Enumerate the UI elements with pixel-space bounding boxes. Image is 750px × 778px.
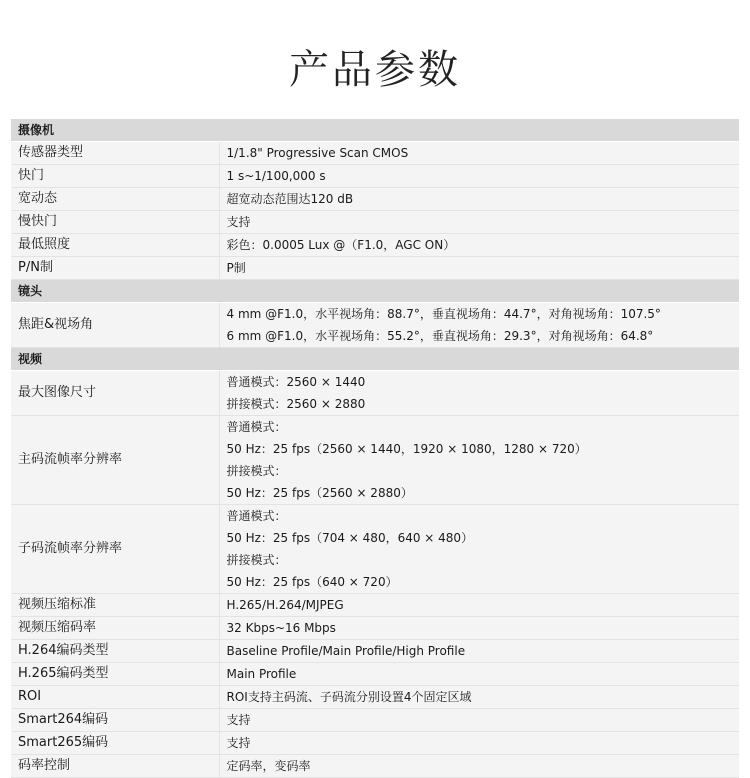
spec-value-line: Baseline Profile/Main Profile/High Profile	[226, 644, 466, 658]
spec-value-line: 普通模式：2560 × 1440	[226, 375, 366, 389]
spec-value-line: ROI支持主码流、子码流分别设置4个固定区域	[226, 690, 472, 704]
spec-label: 视频压缩标准	[11, 594, 219, 617]
spec-value-line: 支持	[226, 215, 251, 229]
spec-value-line: Main Profile	[226, 667, 297, 681]
spec-value-line: 50 Hz：25 fps（2560 × 2880）	[226, 486, 413, 500]
spec-row	[11, 755, 739, 778]
spec-label: 子码流帧率分辨率	[11, 505, 219, 594]
spec-row	[11, 640, 739, 663]
spec-label: 宽动态	[11, 188, 219, 211]
spec-value	[219, 686, 739, 709]
spec-value	[219, 416, 739, 505]
spec-value	[219, 755, 739, 778]
spec-value-line: 支持	[226, 736, 251, 750]
spec-value-line: H.265/H.264/MJPEG	[226, 598, 344, 612]
spec-value-line: 拼接模式：	[226, 464, 287, 478]
spec-label: ROI	[11, 686, 219, 709]
spec-label: 快门	[11, 165, 219, 188]
spec-value-line: 普通模式：	[226, 509, 287, 523]
spec-value-line: 彩色：0.0005 Lux @（F1.0，AGC ON）	[226, 238, 456, 252]
section-title: 镜头	[11, 280, 739, 303]
spec-value	[219, 732, 739, 755]
spec-value	[219, 663, 739, 686]
spec-value	[219, 617, 739, 640]
spec-row	[11, 594, 739, 617]
spec-value-line: 1 s~1/100,000 s	[226, 169, 326, 183]
spec-label: Smart265编码	[11, 732, 219, 755]
spec-value-line: 32 Kbps~16 Mbps	[226, 621, 336, 635]
spec-row	[11, 371, 739, 416]
spec-row	[11, 617, 739, 640]
spec-row	[11, 165, 739, 188]
spec-row	[11, 709, 739, 732]
spec-value-line: 50 Hz：25 fps（704 × 480，640 × 480）	[226, 531, 474, 545]
spec-row	[11, 505, 739, 594]
spec-label: 最低照度	[11, 234, 219, 257]
spec-row	[11, 663, 739, 686]
spec-value-line: 定码率，变码率	[226, 759, 311, 773]
spec-label: H.264编码类型	[11, 640, 219, 663]
spec-value-line: 拼接模式：2560 × 2880	[226, 397, 366, 411]
spec-value-line: 拼接模式：	[226, 553, 287, 567]
spec-value-line: 1/1.8" Progressive Scan CMOS	[226, 146, 409, 160]
spec-value	[219, 142, 739, 165]
spec-value	[219, 165, 739, 188]
spec-row	[11, 188, 739, 211]
spec-label: H.265编码类型	[11, 663, 219, 686]
spec-label: 最大图像尺寸	[11, 371, 219, 416]
spec-value	[219, 188, 739, 211]
spec-value	[219, 371, 739, 416]
spec-table	[11, 119, 739, 778]
section-header	[11, 280, 739, 303]
spec-value-line: 超宽动态范围达120 dB	[226, 192, 354, 206]
spec-value-line: 50 Hz：25 fps（640 × 720）	[226, 575, 398, 589]
spec-value	[219, 709, 739, 732]
spec-value-line: 支持	[226, 713, 251, 727]
page-title: 产品参数	[289, 47, 461, 93]
spec-label: 慢快门	[11, 211, 219, 234]
spec-value-line: P制	[226, 261, 246, 275]
spec-label: 传感器类型	[11, 142, 219, 165]
section-header	[11, 348, 739, 371]
spec-row	[11, 686, 739, 709]
spec-label: 视频压缩码率	[11, 617, 219, 640]
spec-value	[219, 505, 739, 594]
spec-label: 焦距&视场角	[11, 303, 219, 348]
spec-row	[11, 416, 739, 505]
spec-value	[219, 594, 739, 617]
spec-value-line: 6 mm @F1.0，水平视场角：55.2°，垂直视场角：29.3°，对角视场角：64.8°	[226, 329, 654, 343]
spec-row	[11, 234, 739, 257]
section-title: 摄像机	[11, 119, 739, 142]
section-header	[11, 119, 739, 142]
section-title: 视频	[11, 348, 739, 371]
spec-value	[219, 234, 739, 257]
spec-value	[219, 257, 739, 280]
spec-row	[11, 211, 739, 234]
spec-label: 码率控制	[11, 755, 219, 778]
spec-value-line: 50 Hz：25 fps（2560 × 1440，1920 × 1080，1280 × 720）	[226, 442, 587, 456]
spec-value-line: 4 mm @F1.0，水平视场角：88.7°，垂直视场角：44.7°，对角视场角：107.5°	[226, 307, 661, 321]
spec-value	[219, 211, 739, 234]
spec-row	[11, 257, 739, 280]
spec-value	[219, 303, 739, 348]
spec-label: Smart264编码	[11, 709, 219, 732]
spec-value	[219, 640, 739, 663]
spec-value-line: 普通模式：	[226, 420, 287, 434]
spec-label: 主码流帧率分辨率	[11, 416, 219, 505]
spec-row	[11, 142, 739, 165]
spec-row	[11, 732, 739, 755]
spec-label: P/N制	[11, 257, 219, 280]
spec-row	[11, 303, 739, 348]
